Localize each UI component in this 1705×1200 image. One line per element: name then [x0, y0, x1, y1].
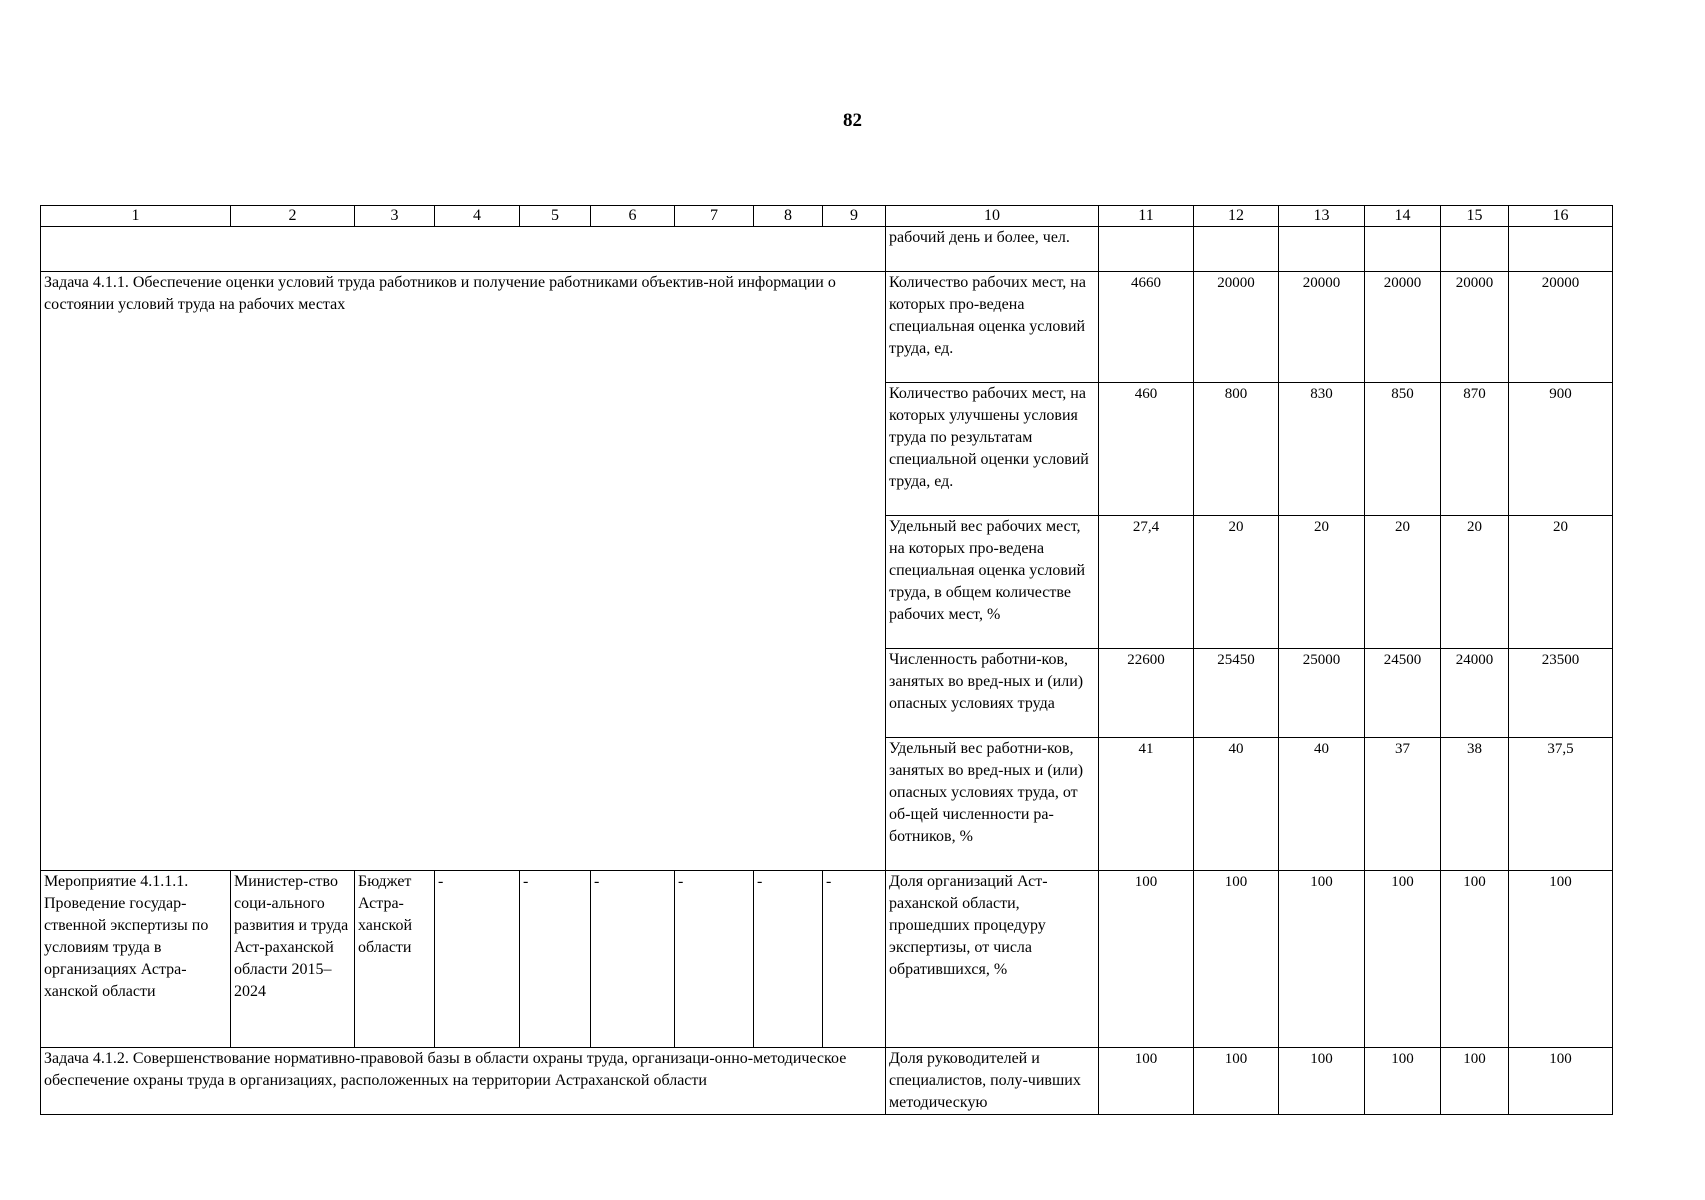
value-cell: 22600: [1099, 649, 1194, 738]
value-cell: 460: [1099, 383, 1194, 516]
value-cell: 20: [1509, 516, 1613, 649]
empty-cell: [1509, 227, 1613, 272]
indicator-name: Количество рабочих мест, на которых улучшены условия труда по результатам специальной оценки условий труда, ед.: [886, 383, 1099, 516]
value-cell: 850: [1365, 383, 1441, 516]
value-cell: 24000: [1441, 649, 1509, 738]
indicator-name: Доля руководителей и специалистов, полу-чивших методическую: [886, 1048, 1099, 1115]
indicator-cell: рабочий день и более, чел.: [886, 227, 1099, 272]
program-table: [40, 205, 1613, 1115]
col-header-13: 13: [1279, 206, 1365, 227]
col-header-7: 7: [675, 206, 754, 227]
col-header-15: 15: [1441, 206, 1509, 227]
col-header-3: 3: [355, 206, 435, 227]
value-cell: 100: [1279, 1048, 1365, 1115]
col-header-9: 9: [823, 206, 886, 227]
value-cell: 870: [1441, 383, 1509, 516]
continuation-row: [41, 227, 1613, 272]
measure-title: Мероприятие 4.1.1.1. Проведение государ-ственной экспертизы по условиям труда в организациях Астра-ханской области: [41, 871, 231, 1048]
col-header-11: 11: [1099, 206, 1194, 227]
value-cell: 100: [1441, 871, 1509, 1048]
value-cell: 100: [1509, 871, 1613, 1048]
value-cell: 23500: [1509, 649, 1613, 738]
page-number: 82: [843, 110, 862, 131]
value-cell: 38: [1441, 738, 1509, 871]
value-cell: 24500: [1365, 649, 1441, 738]
empty-cell: [1194, 227, 1279, 272]
col-header-14: 14: [1365, 206, 1441, 227]
value-cell: 41: [1099, 738, 1194, 871]
value-cell: 20000: [1365, 272, 1441, 383]
value-cell: 20000: [1509, 272, 1613, 383]
value-cell: 40: [1279, 738, 1365, 871]
value-cell: 100: [1441, 1048, 1509, 1115]
col-header-10: 10: [886, 206, 1099, 227]
empty-cell: [1441, 227, 1509, 272]
col-header-5: 5: [520, 206, 591, 227]
dash-cell: -: [520, 871, 591, 1048]
col-header-16: 16: [1509, 206, 1613, 227]
measure-row: [41, 871, 1613, 1048]
value-cell: 100: [1099, 1048, 1194, 1115]
task-title: Задача 4.1.2. Совершенствование нормативно-правовой базы в области охраны труда, организаци-онно-методическое обеспечение охраны труда в организациях, расположенных на территории Астраханской области: [41, 1048, 886, 1115]
value-cell: 100: [1279, 871, 1365, 1048]
col-header-2: 2: [231, 206, 355, 227]
task-row: [41, 272, 1613, 383]
value-cell: 100: [1194, 1048, 1279, 1115]
header-row: [41, 206, 1613, 227]
value-cell: 25000: [1279, 649, 1365, 738]
value-cell: 27,4: [1099, 516, 1194, 649]
col-header-6: 6: [591, 206, 675, 227]
value-cell: 100: [1194, 871, 1279, 1048]
indicator-name: Удельный вес рабочих мест, на которых про-ведена специальная оценка условий труда, в общем количестве рабочих мест, %: [886, 516, 1099, 649]
value-cell: 20: [1441, 516, 1509, 649]
task-row: [41, 1048, 1613, 1115]
task-title: Задача 4.1.1. Обеспечение оценки условий труда работников и получение работниками объектив-ной информации о состоянии условий труда на рабочих местах: [41, 272, 886, 871]
col-header-8: 8: [754, 206, 823, 227]
indicator-name: Удельный вес работни-ков, занятых во вред-ных и (или) опасных условиях труда, от об-щей численности ра-ботников, %: [886, 738, 1099, 871]
col-header-12: 12: [1194, 206, 1279, 227]
value-cell: 100: [1099, 871, 1194, 1048]
dash-cell: -: [675, 871, 754, 1048]
value-cell: 900: [1509, 383, 1613, 516]
value-cell: 20000: [1194, 272, 1279, 383]
value-cell: 4660: [1099, 272, 1194, 383]
value-cell: 20000: [1279, 272, 1365, 383]
value-cell: 830: [1279, 383, 1365, 516]
indicator-name: Численность работни-ков, занятых во вред-ных и (или) опасных условиях труда: [886, 649, 1099, 738]
value-cell: 40: [1194, 738, 1279, 871]
value-cell: 100: [1509, 1048, 1613, 1115]
empty-cell: [1365, 227, 1441, 272]
value-cell: 20: [1365, 516, 1441, 649]
value-cell: 100: [1365, 871, 1441, 1048]
empty-cell: [1099, 227, 1194, 272]
indicator-name: Доля организаций Аст-раханской области, прошедших процедуру экспертизы, от числа обратившихся, %: [886, 871, 1099, 1048]
value-cell: 20: [1194, 516, 1279, 649]
value-cell: 100: [1365, 1048, 1441, 1115]
funding-source: Бюджет Астра-ханской области: [355, 871, 435, 1048]
value-cell: 37,5: [1509, 738, 1613, 871]
dash-cell: -: [591, 871, 675, 1048]
value-cell: 20000: [1441, 272, 1509, 383]
dash-cell: -: [823, 871, 886, 1048]
value-cell: 37: [1365, 738, 1441, 871]
empty-cell: [41, 227, 886, 272]
dash-cell: -: [435, 871, 520, 1048]
empty-cell: [1279, 227, 1365, 272]
value-cell: 800: [1194, 383, 1279, 516]
value-cell: 25450: [1194, 649, 1279, 738]
col-header-4: 4: [435, 206, 520, 227]
dash-cell: -: [754, 871, 823, 1048]
indicator-name: Количество рабочих мест, на которых про-ведена специальная оценка условий труда, ед.: [886, 272, 1099, 383]
col-header-1: 1: [41, 206, 231, 227]
value-cell: 20: [1279, 516, 1365, 649]
responsible-executor: Министер-ство соци-ального развития и труда Аст-раханской области 2015–2024: [231, 871, 355, 1048]
